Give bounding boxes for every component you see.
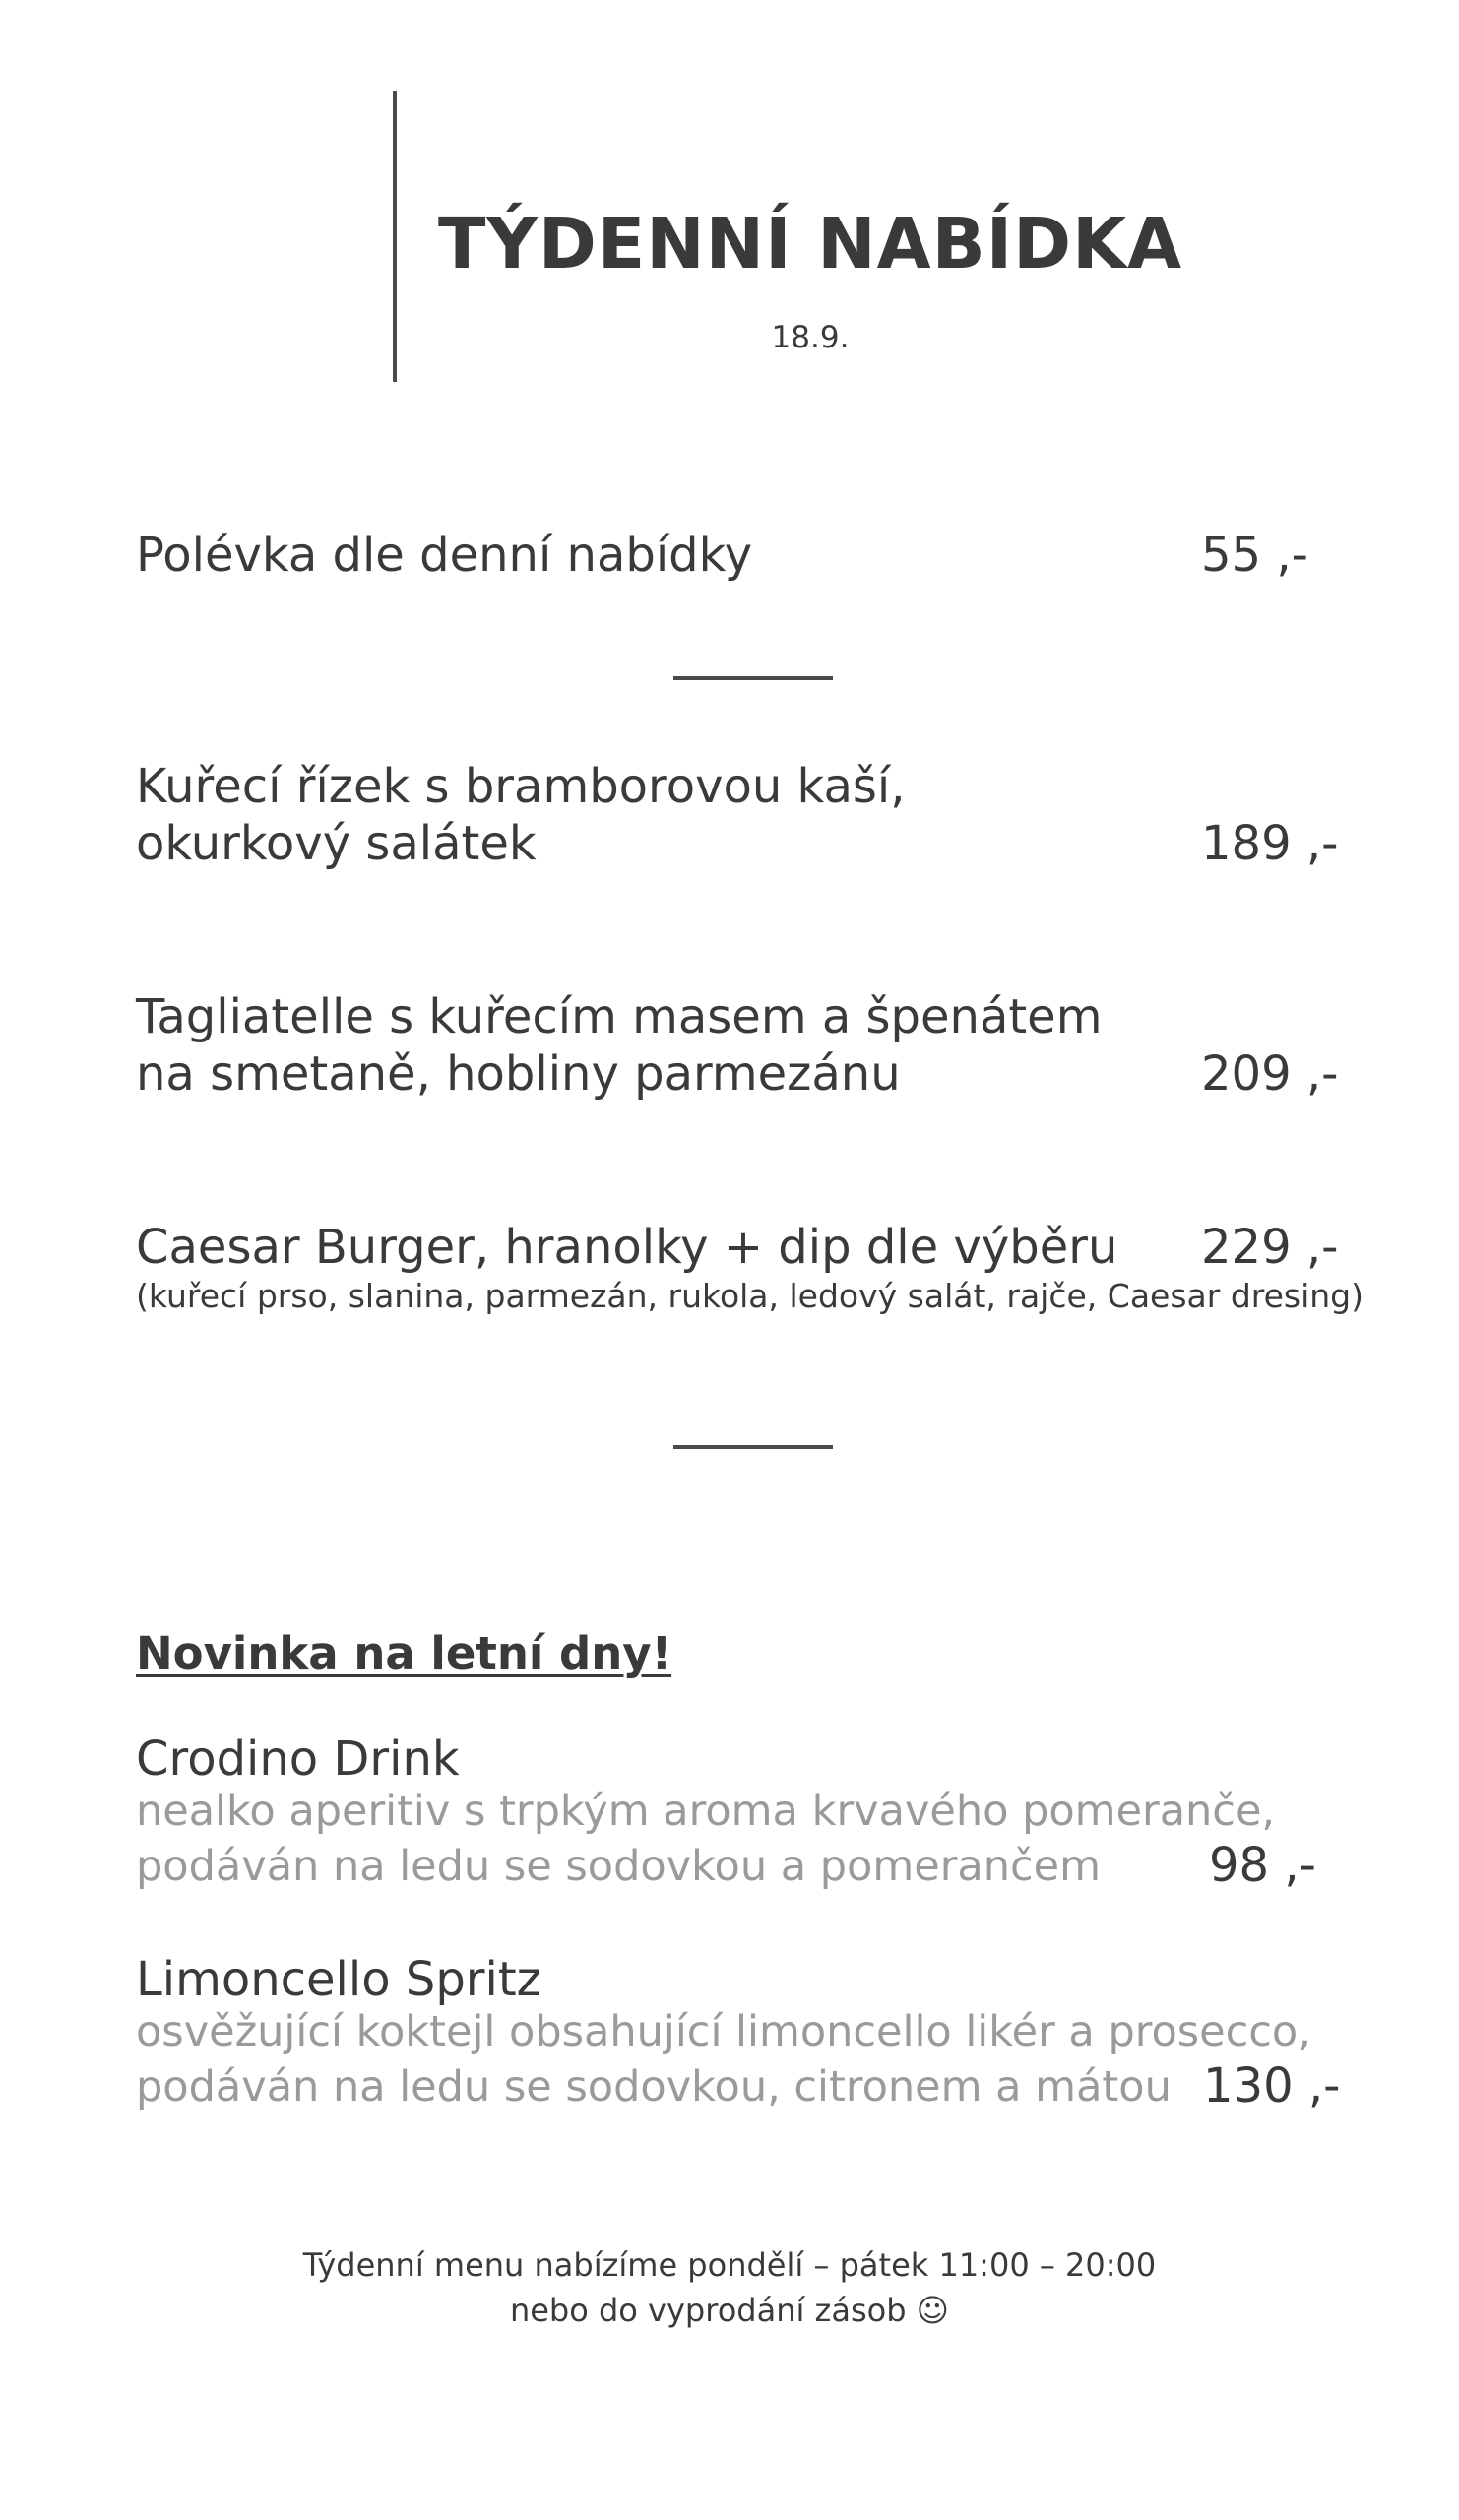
- special-item-price: 130 ,-: [1203, 2058, 1341, 2113]
- menu-item-price: 209 ,-: [1201, 1046, 1339, 1102]
- special-item-name: Limoncello Spritz: [136, 1952, 541, 2007]
- menu-item-price: 189 ,-: [1201, 816, 1339, 871]
- menu-item-ingredients: (kuřecí prso, slanina, parmezán, rukola, ledový salát, rajče, Caesar dresing): [136, 1277, 1364, 1315]
- menu-item-price: 229 ,-: [1201, 1220, 1339, 1275]
- page-title: TÝDENNÍ NABÍDKA: [437, 203, 1183, 284]
- section-divider: [673, 676, 833, 680]
- menu-item-name: Caesar Burger, hranolky + dip dle výběru: [136, 1220, 1118, 1275]
- footer-hours: Týdenní menu nabízíme pondělí – pátek 11:00 – 20:00: [302, 2246, 1157, 2284]
- menu-item-name: Kuřecí řízek s bramborovou kaší,: [136, 759, 906, 814]
- menu-item-name-line2: na smetaně, hobliny parmezánu: [136, 1046, 901, 1102]
- section-divider: [673, 1445, 833, 1449]
- footer-note: nebo do vyprodání zásob ☺: [509, 2292, 950, 2329]
- specials-heading: Novinka na letní dny!: [136, 1627, 672, 1679]
- special-item-name: Crodino Drink: [136, 1732, 460, 1787]
- menu-item-price: 55 ,-: [1201, 528, 1308, 583]
- menu-item-name: Tagliatelle s kuřecím masem a špenátem: [136, 989, 1103, 1044]
- menu-item-name-line2: okurkový salátek: [136, 816, 537, 871]
- special-item-description-line2: podáván na ledu se sodovkou a pomerančem: [136, 1842, 1101, 1891]
- menu-item-name: Polévka dle denní nabídky: [136, 528, 753, 583]
- special-item-description-line2: podáván na ledu se sodovkou, citronem a mátou: [136, 2062, 1172, 2111]
- special-item-description: osvěžující koktejl obsahující limoncello likér a prosecco,: [136, 2007, 1311, 2056]
- special-item-description: nealko aperitiv s trpkým aroma krvavého pomeranče,: [136, 1787, 1276, 1836]
- special-item-price: 98 ,-: [1209, 1838, 1316, 1893]
- menu-date: 18.9.: [771, 320, 850, 355]
